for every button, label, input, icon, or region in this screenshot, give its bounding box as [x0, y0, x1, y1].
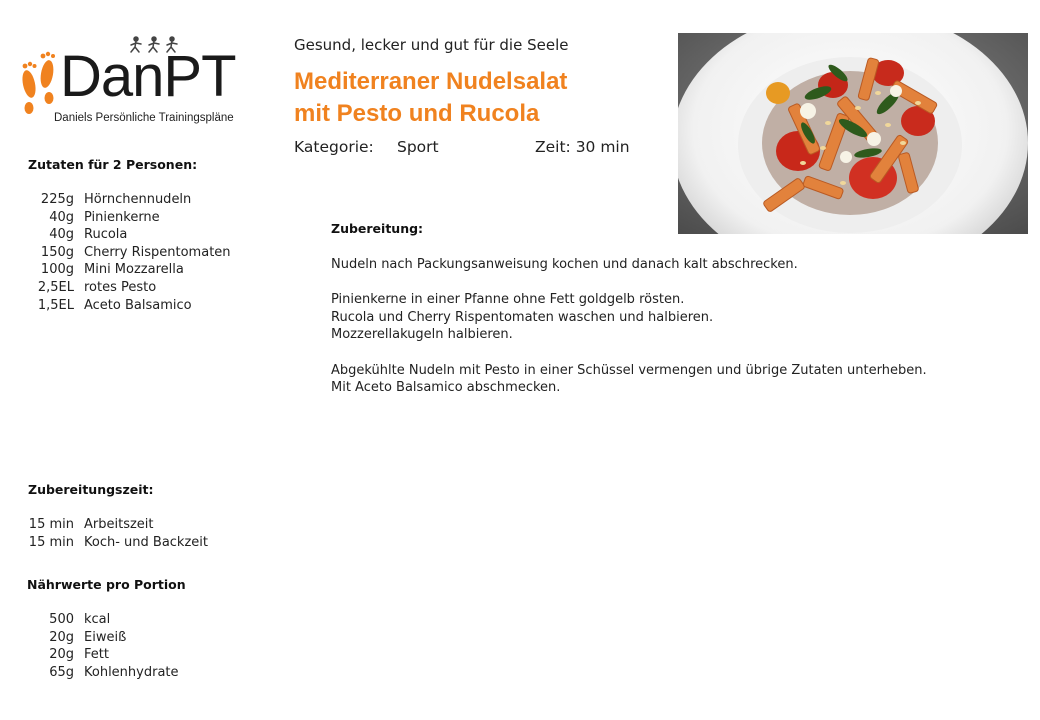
ingredients-list	[28, 191, 268, 314]
ingredient-name: Pinienkerne	[84, 209, 160, 225]
nutrition-name: Fett	[84, 647, 109, 663]
prep-time-name: Koch- und Backzeit	[84, 534, 208, 550]
ingredient-row	[28, 279, 268, 297]
ingredient-name: rotes Pesto	[84, 279, 157, 295]
preparation-paragraph	[331, 362, 1011, 397]
preparation-line: Pinienkerne in einer Pfanne ohne Fett goldgelb rösten.	[331, 292, 685, 308]
preparation-paragraph	[331, 256, 1011, 274]
ingredient-amount: 1,5EL	[37, 297, 74, 313]
recipe-title-line-2: mit Pesto und Rucola	[294, 100, 540, 127]
ingredient-row	[28, 244, 268, 262]
ingredient-name: Cherry Rispentomaten	[84, 244, 231, 260]
nutrition-row	[28, 611, 268, 629]
pasta-plate-image	[678, 33, 1028, 234]
recipe-title-line-1: Mediterraner Nudelsalat	[294, 68, 568, 95]
preparation-line: Nudeln nach Packungsanweisung kochen und danach kalt abschrecken.	[331, 257, 798, 272]
prep-time-amount: 15 min	[28, 534, 74, 550]
recipe-photo	[678, 33, 1028, 234]
preparation-line: Rucola und Cherry Rispentomaten waschen und halbieren.	[331, 309, 714, 325]
nutrition-amount: 65g	[49, 664, 74, 680]
ingredient-amount: 40g	[49, 227, 74, 243]
ingredient-row	[28, 191, 268, 209]
prep-time-row	[28, 534, 268, 552]
brand-logo	[16, 40, 246, 132]
ingredient-name: Aceto Balsamico	[84, 297, 192, 313]
ingredient-row	[28, 297, 268, 315]
ingredient-name: Mini Mozzarella	[84, 262, 184, 278]
ingredient-row	[28, 226, 268, 244]
category-value: Sport	[397, 138, 439, 156]
preparation-paragraph	[331, 291, 1011, 344]
ingredient-name: Hörnchennudeln	[84, 192, 192, 207]
nutrition-amount: 20g	[49, 629, 74, 645]
nutrition-heading: Nährwerte pro Portion	[27, 577, 186, 592]
prep-time-heading: Zubereitungszeit:	[28, 482, 154, 497]
category-label: Kategorie:	[294, 138, 374, 156]
nutrition-row	[28, 629, 268, 647]
ingredient-amount: 225g	[40, 192, 74, 207]
prep-time-list	[28, 516, 268, 551]
time-label: Zeit: 30 min	[535, 138, 630, 156]
preparation-line: Mit Aceto Balsamico abschmecken.	[331, 380, 561, 396]
preparation-heading: Zubereitung:	[331, 221, 424, 236]
prep-time-amount: 15 min	[28, 517, 74, 532]
ingredient-amount: 150g	[40, 244, 74, 260]
nutrition-name: kcal	[84, 612, 111, 627]
prep-time-name: Arbeitszeit	[84, 517, 154, 532]
nutrition-list	[28, 611, 268, 681]
nutrition-name: Eiweiß	[84, 629, 127, 645]
ingredient-row	[28, 261, 268, 279]
ingredient-amount: 100g	[40, 262, 74, 278]
ingredient-amount: 40g	[49, 209, 74, 225]
nutrition-amount: 500	[49, 612, 74, 627]
ingredients-heading: Zutaten für 2 Personen:	[28, 157, 198, 172]
recipe-subtitle: Gesund, lecker und gut für die Seele	[294, 36, 569, 54]
preparation-line: Mozzerellakugeln halbieren.	[331, 327, 513, 343]
preparation-line: Abgekühlte Nudeln mit Pesto in einer Schüssel vermengen und übrige Zutaten unterheben.	[331, 362, 927, 378]
nutrition-amount: 20g	[49, 647, 74, 663]
nutrition-row	[28, 664, 268, 682]
recipe-title	[294, 66, 654, 130]
prep-time-row	[28, 516, 268, 534]
ingredient-amount: 2,5EL	[37, 279, 74, 295]
logo-wordmark: DanPT	[60, 44, 236, 109]
ingredient-name: Rucola	[84, 227, 128, 243]
nutrition-row	[28, 646, 268, 664]
preparation-text	[331, 256, 1011, 414]
logo-tagline: Daniels Persönliche Trainingspläne	[54, 112, 234, 124]
ingredient-row	[28, 209, 268, 227]
nutrition-name: Kohlenhydrate	[84, 664, 179, 680]
